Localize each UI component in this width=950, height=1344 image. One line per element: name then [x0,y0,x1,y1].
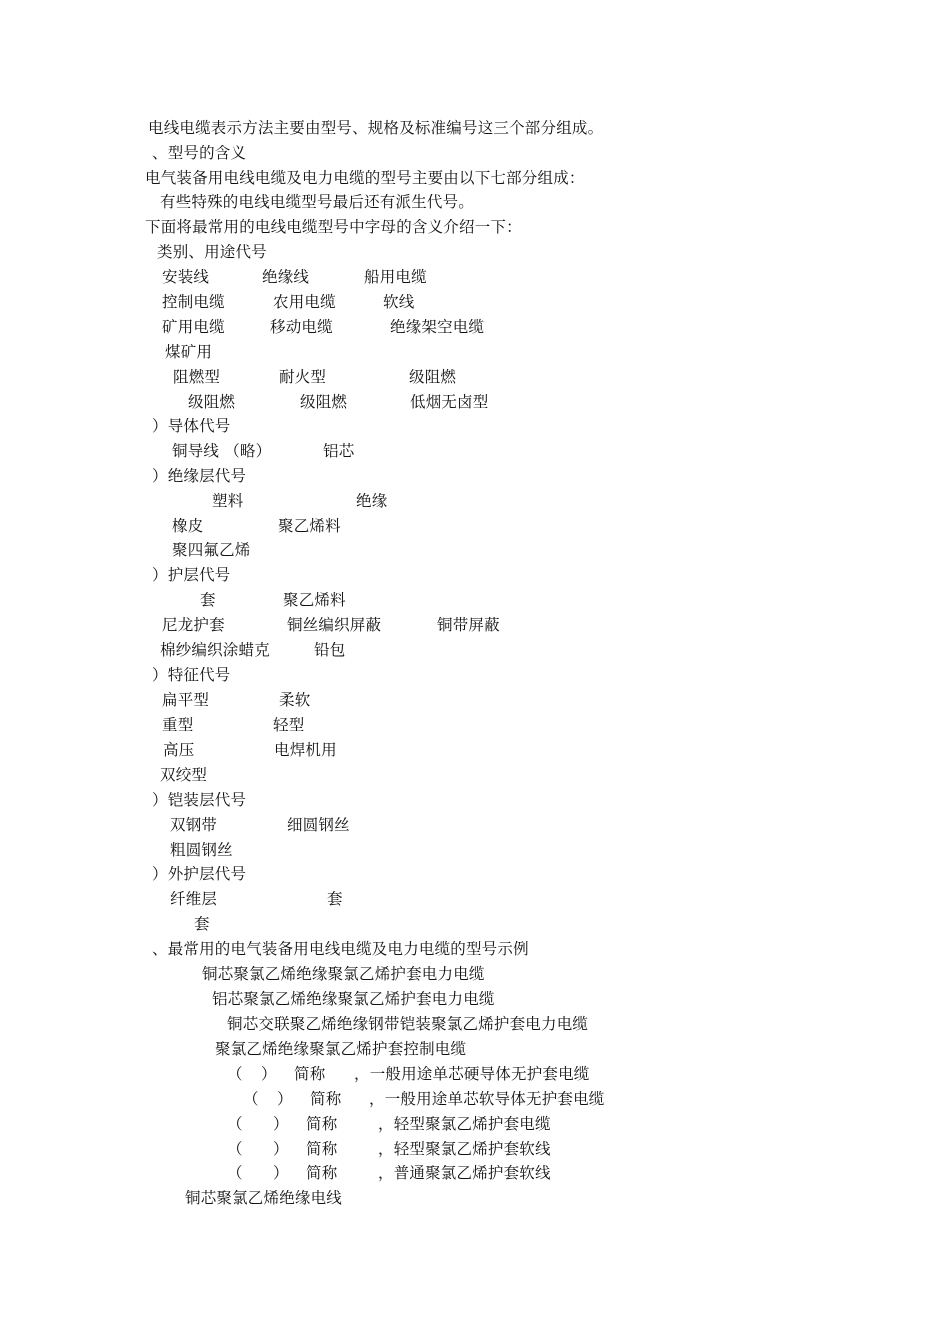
text-line-37-segment-0: 聚氯乙烯绝缘聚氯乙烯护套控制电缆 [215,1040,467,1058]
text-line-41-segment-2: 简称 [306,1140,338,1158]
text-line-6-segment-0: 安装线 [162,268,210,286]
text-line-34-segment-0: 铜芯聚氯乙烯绝缘聚氯乙烯护套电力电缆 [202,965,485,983]
text-line-21-segment-1: 铅包 [314,641,346,659]
text-line-3-segment-0: 有些特殊的电线电缆型号最后还有派生代号。 [160,193,475,211]
text-line-27-segment-0: ）铠装层代号 [152,791,247,809]
text-line-16-segment-1: 聚乙烯料 [278,517,341,535]
text-line-16-segment-0: 橡皮 [172,517,204,535]
text-line-7-segment-1: 农用电缆 [273,293,336,311]
text-line-42-segment-3: ，普通聚氯乙烯护套软线 [378,1164,551,1182]
text-line-21-segment-0: 棉纱编织涂蜡克 [160,641,270,659]
text-line-32-segment-0: 套 [194,915,210,933]
text-line-23-segment-1: 柔软 [279,691,311,709]
text-line-11-segment-0: 级阻燃 [188,393,236,411]
text-line-15-segment-0: 塑料 [212,492,244,510]
text-line-42-segment-0: （ [227,1164,243,1182]
text-line-8-segment-1: 移动电缆 [270,318,333,336]
text-line-30-segment-0: ）外护层代号 [152,865,247,883]
text-line-29-segment-0: 粗圆钢丝 [170,841,233,859]
text-line-39-segment-2: 简称 [310,1090,342,1108]
text-line-10-segment-0: 阻燃型 [173,368,221,386]
text-line-28-segment-1: 细圆钢丝 [287,816,350,834]
text-line-11-segment-1: 级阻燃 [300,393,348,411]
text-line-33-segment-0: 、最常用的电气装备用电线电缆及电力电缆的型号示例 [152,940,529,958]
text-line-19-segment-1: 聚乙烯料 [283,591,346,609]
text-line-39-segment-3: ，一般用途单芯软导体无护套电缆 [369,1090,605,1108]
text-line-0-segment-0: 电线电缆表示方法主要由型号、规格及标准编号这三个部分组成。 [148,119,604,137]
text-line-42-segment-1: ） [273,1164,289,1182]
text-line-5-segment-0: 类别、用途代号 [157,243,267,261]
text-line-43-segment-0: 铜芯聚氯乙烯绝缘电线 [185,1189,343,1207]
text-line-25-segment-1: 电焊机用 [274,741,337,759]
text-line-19-segment-0: 套 [200,591,216,609]
text-line-10-segment-2: 级阻燃 [409,368,457,386]
text-line-8-segment-0: 矿用电缆 [162,318,225,336]
text-line-38-segment-1: ） [261,1065,277,1083]
text-line-12-segment-0: ）导体代号 [152,417,231,435]
text-line-38-segment-0: （ [227,1065,243,1083]
text-line-35-segment-0: 铝芯聚氯乙烯绝缘聚氯乙烯护套电力电缆 [212,990,495,1008]
text-line-13-segment-1: 铝芯 [323,442,355,460]
text-line-41-segment-1: ） [273,1140,289,1158]
text-line-8-segment-2: 绝缘架空电缆 [390,318,485,336]
text-line-22-segment-0: ）特征代号 [152,666,231,684]
text-line-23-segment-0: 扁平型 [162,691,210,709]
text-line-1-segment-0: 、型号的含义 [152,144,247,162]
text-line-9-segment-0: 煤矿用 [165,343,213,361]
text-line-38-segment-3: ，一般用途单芯硬导体无护套电缆 [354,1065,590,1083]
text-line-13-segment-0: 铜导线 （略） [172,442,272,460]
text-line-20-segment-2: 铜带屏蔽 [437,616,500,634]
text-line-6-segment-1: 绝缘线 [262,268,310,286]
text-line-7-segment-2: 软线 [383,293,415,311]
text-line-39-segment-1: ） [277,1090,293,1108]
text-line-26-segment-0: 双绞型 [160,766,208,784]
text-line-11-segment-2: 低烟无卤型 [410,393,489,411]
text-line-25-segment-0: 高压 [163,741,195,759]
text-line-14-segment-0: ）绝缘层代号 [152,467,247,485]
text-line-24-segment-0: 重型 [162,716,194,734]
text-line-41-segment-3: ，轻型聚氯乙烯护套软线 [378,1140,551,1158]
text-line-6-segment-2: 船用电缆 [364,268,427,286]
text-line-40-segment-1: ） [273,1115,289,1133]
text-line-40-segment-0: （ [227,1115,243,1133]
text-line-4-segment-0: 下面将最常用的电线电缆型号中字母的含义介绍一下： [145,218,522,236]
text-line-39-segment-0: （ [243,1090,259,1108]
text-line-36-segment-0: 铜芯交联聚乙烯绝缘钢带铠装聚氯乙烯护套电力电缆 [227,1015,589,1033]
text-line-42-segment-2: 简称 [306,1164,338,1182]
text-line-7-segment-0: 控制电缆 [162,293,225,311]
text-line-15-segment-1: 绝缘 [356,492,388,510]
text-line-10-segment-1: 耐火型 [279,368,327,386]
text-line-20-segment-1: 铜丝编织屏蔽 [287,616,382,634]
text-line-18-segment-0: ）护层代号 [152,566,231,584]
text-line-40-segment-3: ，轻型聚氯乙烯护套电缆 [378,1115,551,1133]
text-line-17-segment-0: 聚四氟乙烯 [172,541,251,559]
text-line-41-segment-0: （ [227,1140,243,1158]
text-line-20-segment-0: 尼龙护套 [162,616,225,634]
text-line-38-segment-2: 简称 [294,1065,326,1083]
text-line-40-segment-2: 简称 [306,1115,338,1133]
text-line-31-segment-0: 纤维层 [170,890,218,908]
text-line-28-segment-0: 双钢带 [170,816,218,834]
text-line-31-segment-1: 套 [327,890,343,908]
text-line-2-segment-0: 电气装备用电线电缆及电力电缆的型号主要由以下七部分组成： [145,169,585,187]
text-line-24-segment-1: 轻型 [273,716,305,734]
